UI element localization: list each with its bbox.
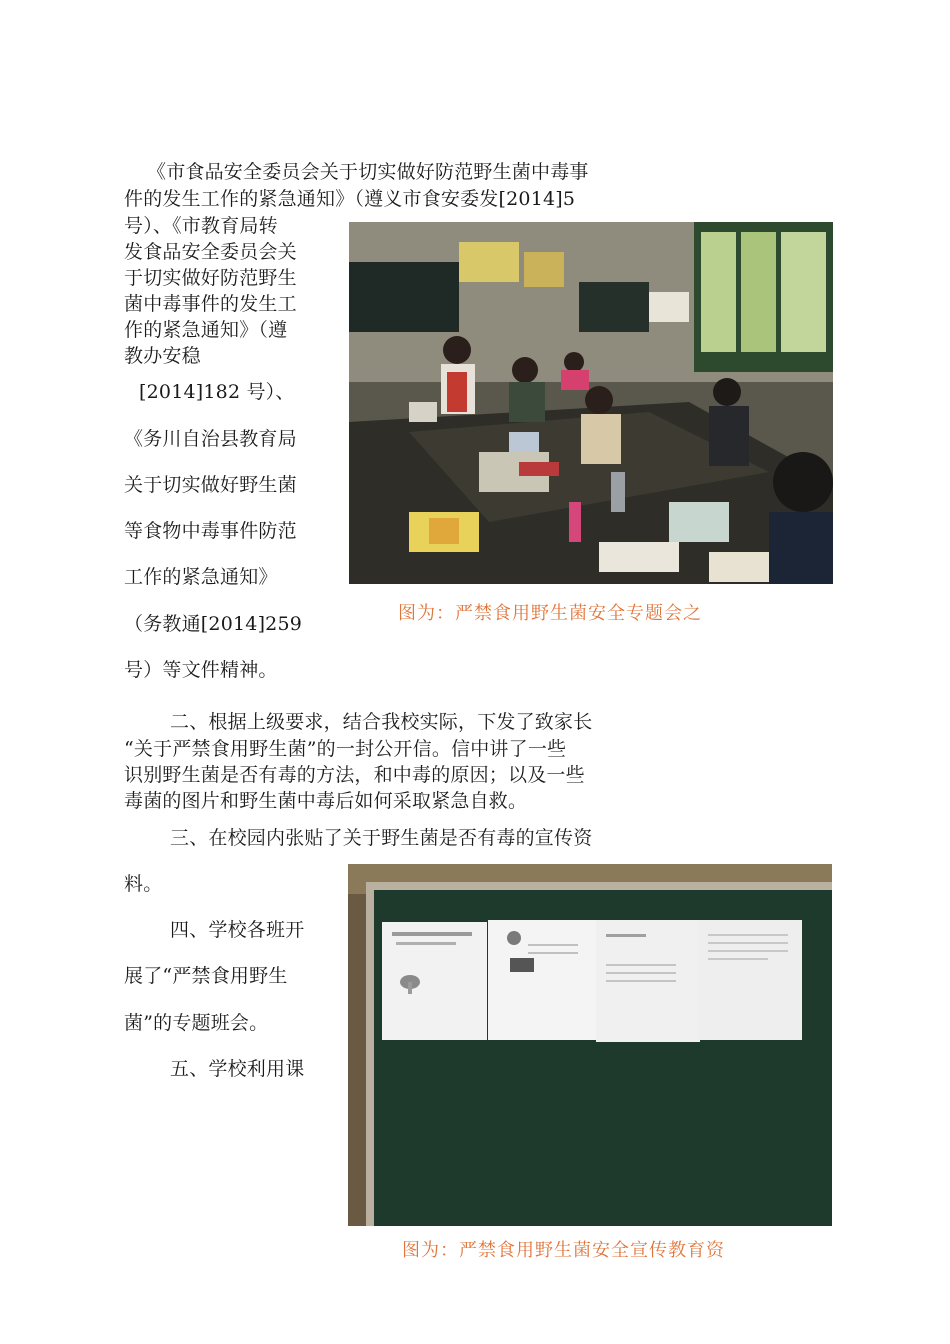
text-line: 毒菌的图片和野生菌中毒后如何采取紧急自救。 bbox=[124, 790, 528, 812]
text-line: 菌中毒事件的发生工 bbox=[124, 293, 297, 315]
text-line: 《务川自治县教育局 bbox=[124, 428, 297, 450]
photo-2-caption: 图为：严禁食用野生菌安全宣传教育资 bbox=[402, 1240, 725, 1261]
text-line: 作的紧急通知》（遵 bbox=[124, 319, 288, 341]
text-line: 发食品安全委员会关 bbox=[124, 241, 297, 263]
text-line: 号）、《市教育局转 bbox=[124, 215, 278, 237]
bulletin-board-photo bbox=[348, 864, 832, 1226]
text-line: 三、在校园内张贴了关于野生菌是否有毒的宣传资 bbox=[170, 827, 593, 849]
text-line: “关于严禁食用野生菌”的一封公开信。信中讲了一些 bbox=[124, 738, 567, 760]
meeting-photo-image bbox=[349, 222, 833, 584]
meeting-photo bbox=[349, 222, 833, 584]
text-line: 于切实做好防范野生 bbox=[124, 267, 297, 289]
text-line: （务教通[2014]259 bbox=[124, 613, 303, 635]
text-line: 《市食品安全委员会关于切实做好防范野生菌中毒事 bbox=[147, 161, 589, 183]
text-line: 识别野生菌是否有毒的方法，和中毒的原因；以及一些 bbox=[124, 764, 585, 786]
text-line: 工作的紧急通知》 bbox=[124, 566, 278, 588]
text-line: 五、学校利用课 bbox=[170, 1058, 305, 1080]
text-line: 等食物中毒事件防范 bbox=[124, 520, 297, 542]
text-line: [2014]182 号）、 bbox=[139, 381, 295, 403]
text-line: 号）等文件精神。 bbox=[124, 659, 278, 681]
text-line: 料。 bbox=[124, 873, 163, 895]
bulletin-board-image bbox=[348, 864, 832, 1226]
text-line: 二、根据上级要求，结合我校实际，下发了致家长 bbox=[170, 711, 593, 733]
text-line: 件的发生工作的紧急通知》（遵义市食安委发[2014]5 bbox=[124, 188, 576, 210]
text-line: 四、学校各班开 bbox=[170, 919, 305, 941]
text-line: 教办安稳 bbox=[124, 345, 201, 367]
text-line: 关于切实做好野生菌 bbox=[124, 474, 297, 496]
text-line: 菌”的专题班会。 bbox=[124, 1012, 269, 1034]
photo-1-caption: 图为：严禁食用野生菌安全专题会之 bbox=[398, 603, 702, 624]
text-line: 展了“严禁食用野生 bbox=[124, 965, 288, 987]
